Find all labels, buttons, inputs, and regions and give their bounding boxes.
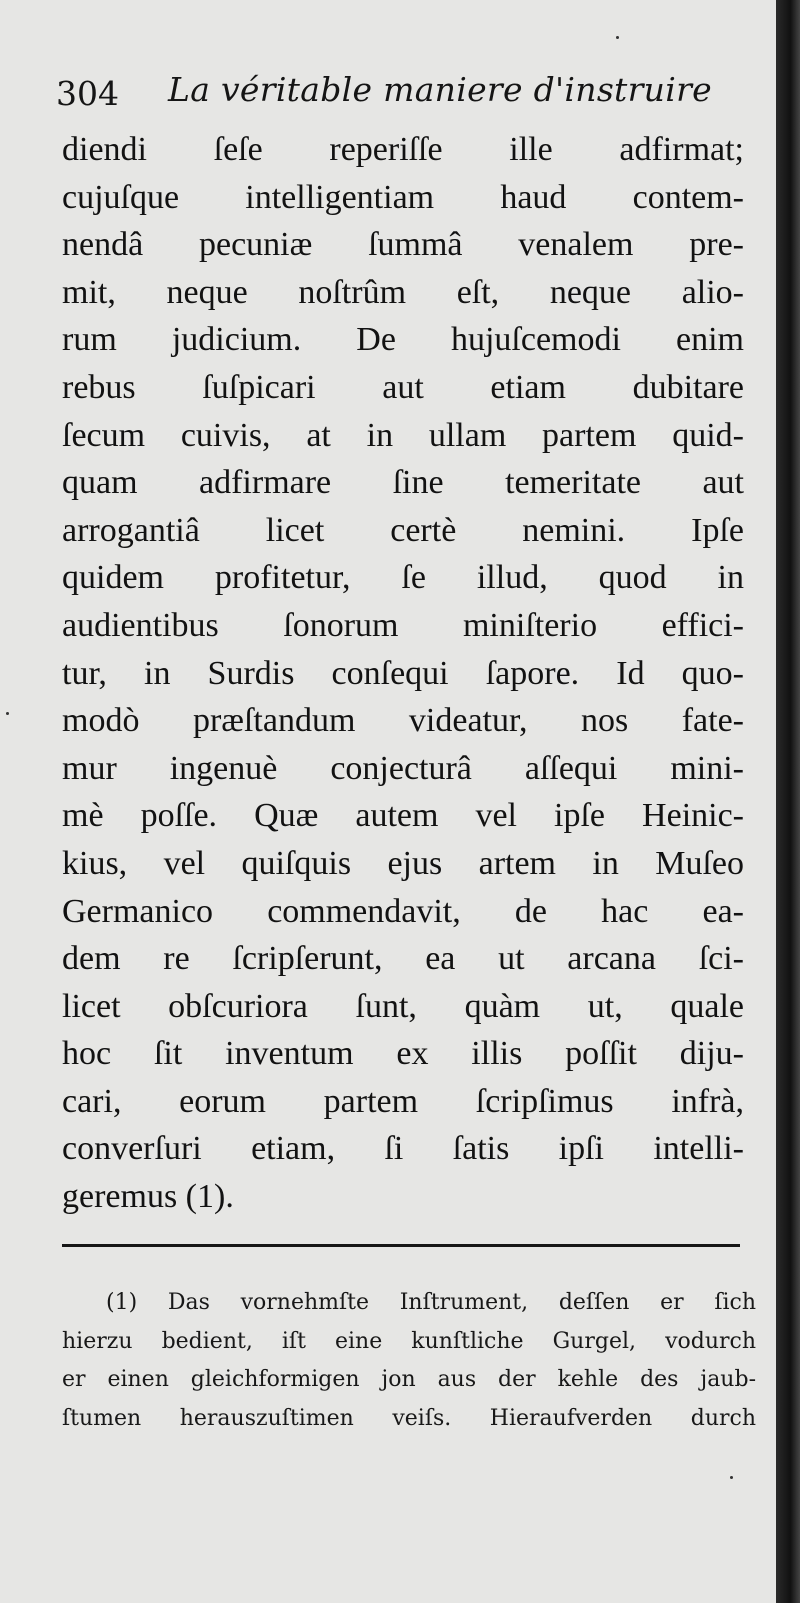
text-line: modò præſtandum videatur, nos fate- — [62, 702, 744, 740]
main-text — [62, 126, 744, 1221]
text-line: mur ingenuè conjecturâ aſſequi mini- — [62, 749, 744, 787]
text-line: quidem profitetur, ſe illud, quod in — [62, 559, 744, 597]
text-line: quam adfirmare ſine temeritate aut — [62, 464, 744, 502]
running-title: La véritable maniere d'instruire — [168, 70, 712, 109]
text-line: arrogantiâ licet certè nemini. Ipſe — [62, 511, 744, 549]
footnote-line: (1) Das vornehmſte Inſtrument, deſſen er ſich — [106, 1290, 756, 1315]
text-line: ſecum cuivis, at in ullam partem quid- — [62, 416, 744, 454]
text-line: converſuri etiam, ſi ſatis ipſi intelli- — [62, 1130, 744, 1168]
text-line: mit, neque noſtrûm eſt, neque alio- — [62, 273, 744, 311]
scan-edge — [776, 0, 800, 1603]
page-header — [56, 70, 756, 130]
ink-speck — [730, 1476, 733, 1479]
text-line: dem re ſcripſerunt, ea ut arcana ſci- — [62, 940, 744, 978]
text-line: audientibus ſonorum miniſterio effici- — [62, 606, 744, 644]
footnote-line: ſtumen herauszuſtimen veiſs. Hieraufverden durch — [62, 1405, 756, 1431]
text-line: mè poſſe. Quæ autem vel ipſe Heinic- — [62, 797, 744, 835]
ink-speck — [616, 36, 619, 39]
footnote-line: hierzu bedient, iſt eine kunſtliche Gurgel, vodurch — [62, 1328, 756, 1354]
text-line: hoc ſit inventum ex illis poſſit diju- — [62, 1035, 744, 1073]
text-line: cujuſque intelligentiam haud contem- — [62, 178, 744, 216]
text-line: kius, vel quiſquis ejus artem in Muſeo — [62, 844, 744, 882]
page-number: 304 — [56, 74, 119, 113]
text-line: Germanico commendavit, de hac ea- — [62, 892, 744, 930]
footnote — [62, 1284, 756, 1438]
text-line: tur, in Surdis conſequi ſapore. Id quo- — [62, 654, 744, 692]
footnote-line: er einen gleichformigen jon aus der kehle des jaub- — [62, 1367, 756, 1392]
text-line: geremus (1). — [62, 1178, 234, 1216]
text-line: nendâ pecuniæ ſummâ venalem pre- — [62, 226, 744, 264]
text-line: rum judicium. De hujuſcemodi enim — [62, 321, 744, 359]
text-line: licet obſcuriora ſunt, quàm ut, quale — [62, 987, 744, 1025]
ink-speck — [6, 712, 9, 715]
text-line: diendi ſeſe reperiſſe ille adfirmat; — [62, 131, 744, 168]
text-line: rebus ſuſpicari aut etiam dubitare — [62, 368, 744, 406]
footnote-rule — [62, 1244, 740, 1247]
text-line: cari, eorum partem ſcripſimus infrà, — [62, 1082, 744, 1120]
